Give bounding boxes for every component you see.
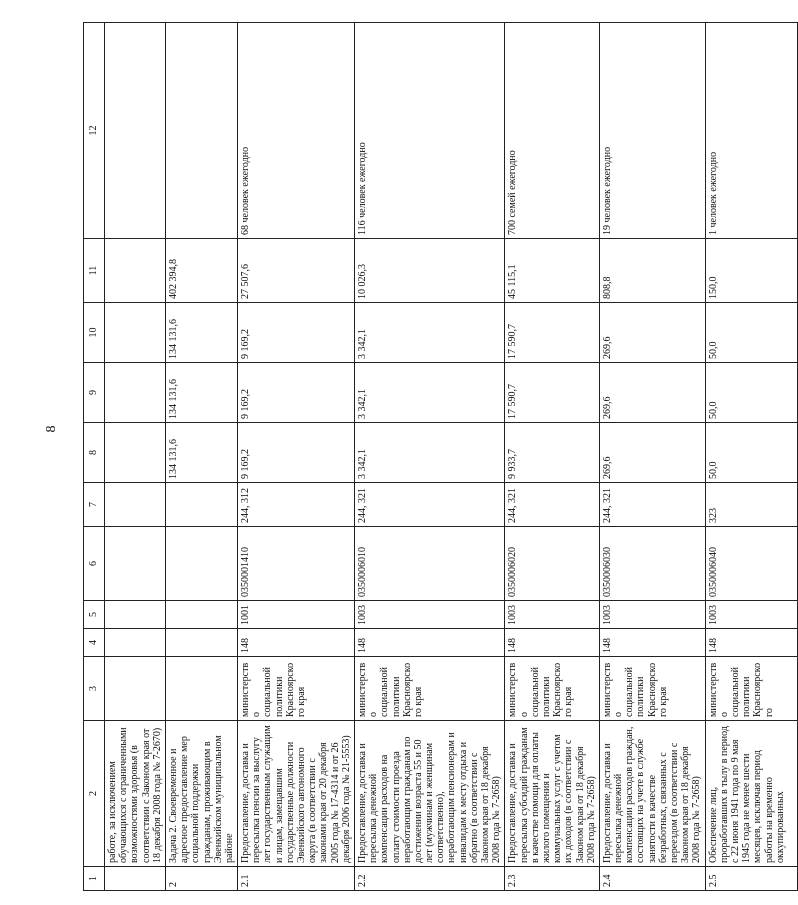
cell-code-vr: 244, 321 <box>505 483 600 527</box>
rotated-table-page <box>83 23 786 891</box>
cell-value-col-8: 269,6 <box>599 423 705 483</box>
cell-code-csr: 0350006040 <box>705 527 797 601</box>
cell-description: Предоставление, доставка и пересылка денежной компенсации расходов граждан, состоящих на учете в службе занятости в качестве безработных, связанных с переездом (в соответствии с Законом края от 18 декабря 2008 года № 7-2658) <box>599 721 705 867</box>
cell-value-col-10: 50,0 <box>705 303 797 363</box>
cell-value-col-11: 10 026,3 <box>354 239 504 303</box>
cell-responsible: министерство социальной политики Красноярского края <box>238 657 355 721</box>
table-row <box>238 23 355 891</box>
cell-code-grbs: 148 <box>705 629 797 657</box>
cell-description: Предоставление, доставка и пересылка денежной компенсации расходов на оплату стоимости проезда неработающим гражданам по достижении возраста 55 и 50 лет (мужчинам и женщинам соответственно), неработающим пенсионерам и инвалидам к месту отдыха и обратно (в соответствии с Законом края от 18 декабря 2008 года № 7-2658) <box>354 721 504 867</box>
cell-code-vr: 323 <box>705 483 797 527</box>
cell-responsible: министерство социальной политики Красноярского края <box>505 657 600 721</box>
header-cell: 9 <box>84 363 105 423</box>
budget-table <box>83 22 798 891</box>
cell-code-grbs: 148 <box>505 629 600 657</box>
cell-code-rzpr: 1001 <box>238 601 355 629</box>
header-cell: 11 <box>84 239 105 303</box>
table-row <box>354 23 504 891</box>
cell-value-col-10: 134 131,6 <box>165 303 237 363</box>
cell-row-number: 2.5 <box>705 867 797 891</box>
cell-code-rzpr: 1003 <box>705 601 797 629</box>
cell-value-col-8: 9 933,7 <box>505 423 600 483</box>
page-number: 8 <box>44 425 59 433</box>
cell-code-csr: 0350006010 <box>354 527 504 601</box>
cell-code-rzpr: 1003 <box>354 601 504 629</box>
cell-result <box>105 23 166 239</box>
cell-description: Обеспечение лиц, проработавших в тылу в период с 22 июня 1941 года по 9 мая 1945 года не менее шести месяцев, исключая период работы на временно оккупированных <box>705 721 797 867</box>
header-cell: 1 <box>84 867 105 891</box>
header-cell: 5 <box>84 601 105 629</box>
cell-code-grbs: 148 <box>599 629 705 657</box>
cell-value-col-8: 9 169,2 <box>238 423 355 483</box>
table-row <box>505 23 600 891</box>
cell-result <box>165 23 237 239</box>
cell-code-vr: 244, 321 <box>599 483 705 527</box>
header-cell: 7 <box>84 483 105 527</box>
header-cell: 3 <box>84 657 105 721</box>
cell-row-number <box>105 867 166 891</box>
cell-code-rzpr: 1003 <box>599 601 705 629</box>
cell-code-grbs <box>165 629 237 657</box>
cell-value-col-9: 269,6 <box>599 363 705 423</box>
cell-code-vr: 244, 321 <box>354 483 504 527</box>
table-body <box>84 23 798 891</box>
cell-value-col-11: 45 115,1 <box>505 239 600 303</box>
cell-value-col-9: 50,0 <box>705 363 797 423</box>
cell-value-col-11: 27 507,6 <box>238 239 355 303</box>
cell-value-col-8: 3 342,1 <box>354 423 504 483</box>
cell-value-col-10 <box>105 303 166 363</box>
table-row <box>105 23 166 891</box>
cell-value-col-10: 3 342,1 <box>354 303 504 363</box>
cell-code-rzpr: 1003 <box>505 601 600 629</box>
header-cell: 4 <box>84 629 105 657</box>
cell-description: Предоставление, доставка и пересылка пенсии за выслугу лет государственным служащим и лицам, замещавшим государственные должности Эвенкийского автономного округа (в соответствии с законами края от 20 декабря 2005 года № 17-4314 и от 26 декабря 2006 года № 21-5553) <box>238 721 355 867</box>
cell-code-vr <box>105 483 166 527</box>
cell-value-col-10: 9 169,2 <box>238 303 355 363</box>
cell-row-number: 2.3 <box>505 867 600 891</box>
cell-responsible <box>105 657 166 721</box>
cell-responsible <box>165 657 237 721</box>
cell-description: Предоставление, доставка и пересылка субсидий гражданам в качестве помощи для оплаты жилого помещения и коммунальных услуг с учетом их доходов (в соответствии с Законом края от 18 декабря 2008 года № 7-2658) <box>505 721 600 867</box>
cell-code-csr: 0350006030 <box>599 527 705 601</box>
cell-result: 1 человек ежегодно <box>705 23 797 239</box>
cell-value-col-9: 134 131,6 <box>165 363 237 423</box>
cell-responsible: министерство социальной политики Красноярского края <box>354 657 504 721</box>
table-row <box>165 23 237 891</box>
cell-value-col-10: 269,6 <box>599 303 705 363</box>
header-cell: 2 <box>84 721 105 867</box>
cell-code-vr: 244, 312 <box>238 483 355 527</box>
header-cell: 12 <box>84 23 105 239</box>
cell-code-csr: 0350006020 <box>505 527 600 601</box>
cell-code-grbs <box>105 629 166 657</box>
cell-responsible: министерство социальной политики Красноярского <box>705 657 797 721</box>
cell-code-csr <box>165 527 237 601</box>
cell-row-number: 2.1 <box>238 867 355 891</box>
cell-result: 19 человек ежегодно <box>599 23 705 239</box>
cell-row-number: 2.2 <box>354 867 504 891</box>
cell-value-col-9: 17 590,7 <box>505 363 600 423</box>
cell-description: работе, за исключением обучающихся с ограниченными возможностями здоровья (в соответствии с Законом края от 18 декабря 2008 года № 7-2670) <box>105 721 166 867</box>
table-row <box>599 23 705 891</box>
cell-code-rzpr <box>165 601 237 629</box>
header-row <box>84 23 105 891</box>
cell-row-number: 2 <box>165 867 237 891</box>
cell-result: 116 человек ежегодно <box>354 23 504 239</box>
cell-code-csr <box>105 527 166 601</box>
cell-value-col-8: 134 131,6 <box>165 423 237 483</box>
cell-value-col-8: 50,0 <box>705 423 797 483</box>
cell-description: Задача 2. Своевременное и адресное предоставление мер социальной поддержки гражданам, проживающим в Эвенкийском муниципальном районе <box>165 721 237 867</box>
cell-value-col-8 <box>105 423 166 483</box>
cell-value-col-11: 808,8 <box>599 239 705 303</box>
cell-value-col-9: 9 169,2 <box>238 363 355 423</box>
cell-result: 68 человек ежегодно <box>238 23 355 239</box>
cell-responsible: министерство социальной политики Красноярского края <box>599 657 705 721</box>
cell-value-col-11: 150,0 <box>705 239 797 303</box>
cell-value-col-10: 17 590,7 <box>505 303 600 363</box>
header-cell: 10 <box>84 303 105 363</box>
cell-value-col-11: 402 394,8 <box>165 239 237 303</box>
cell-code-vr <box>165 483 237 527</box>
cell-result: 700 семей ежегодно <box>505 23 600 239</box>
cell-code-csr: 0350001410 <box>238 527 355 601</box>
cell-row-number: 2.4 <box>599 867 705 891</box>
cell-code-rzpr <box>105 601 166 629</box>
cell-value-col-11 <box>105 239 166 303</box>
header-cell: 6 <box>84 527 105 601</box>
cell-code-grbs: 148 <box>354 629 504 657</box>
cell-value-col-9: 3 342,1 <box>354 363 504 423</box>
cell-code-grbs: 148 <box>238 629 355 657</box>
header-cell: 8 <box>84 423 105 483</box>
cell-value-col-9 <box>105 363 166 423</box>
table-row <box>705 23 797 891</box>
